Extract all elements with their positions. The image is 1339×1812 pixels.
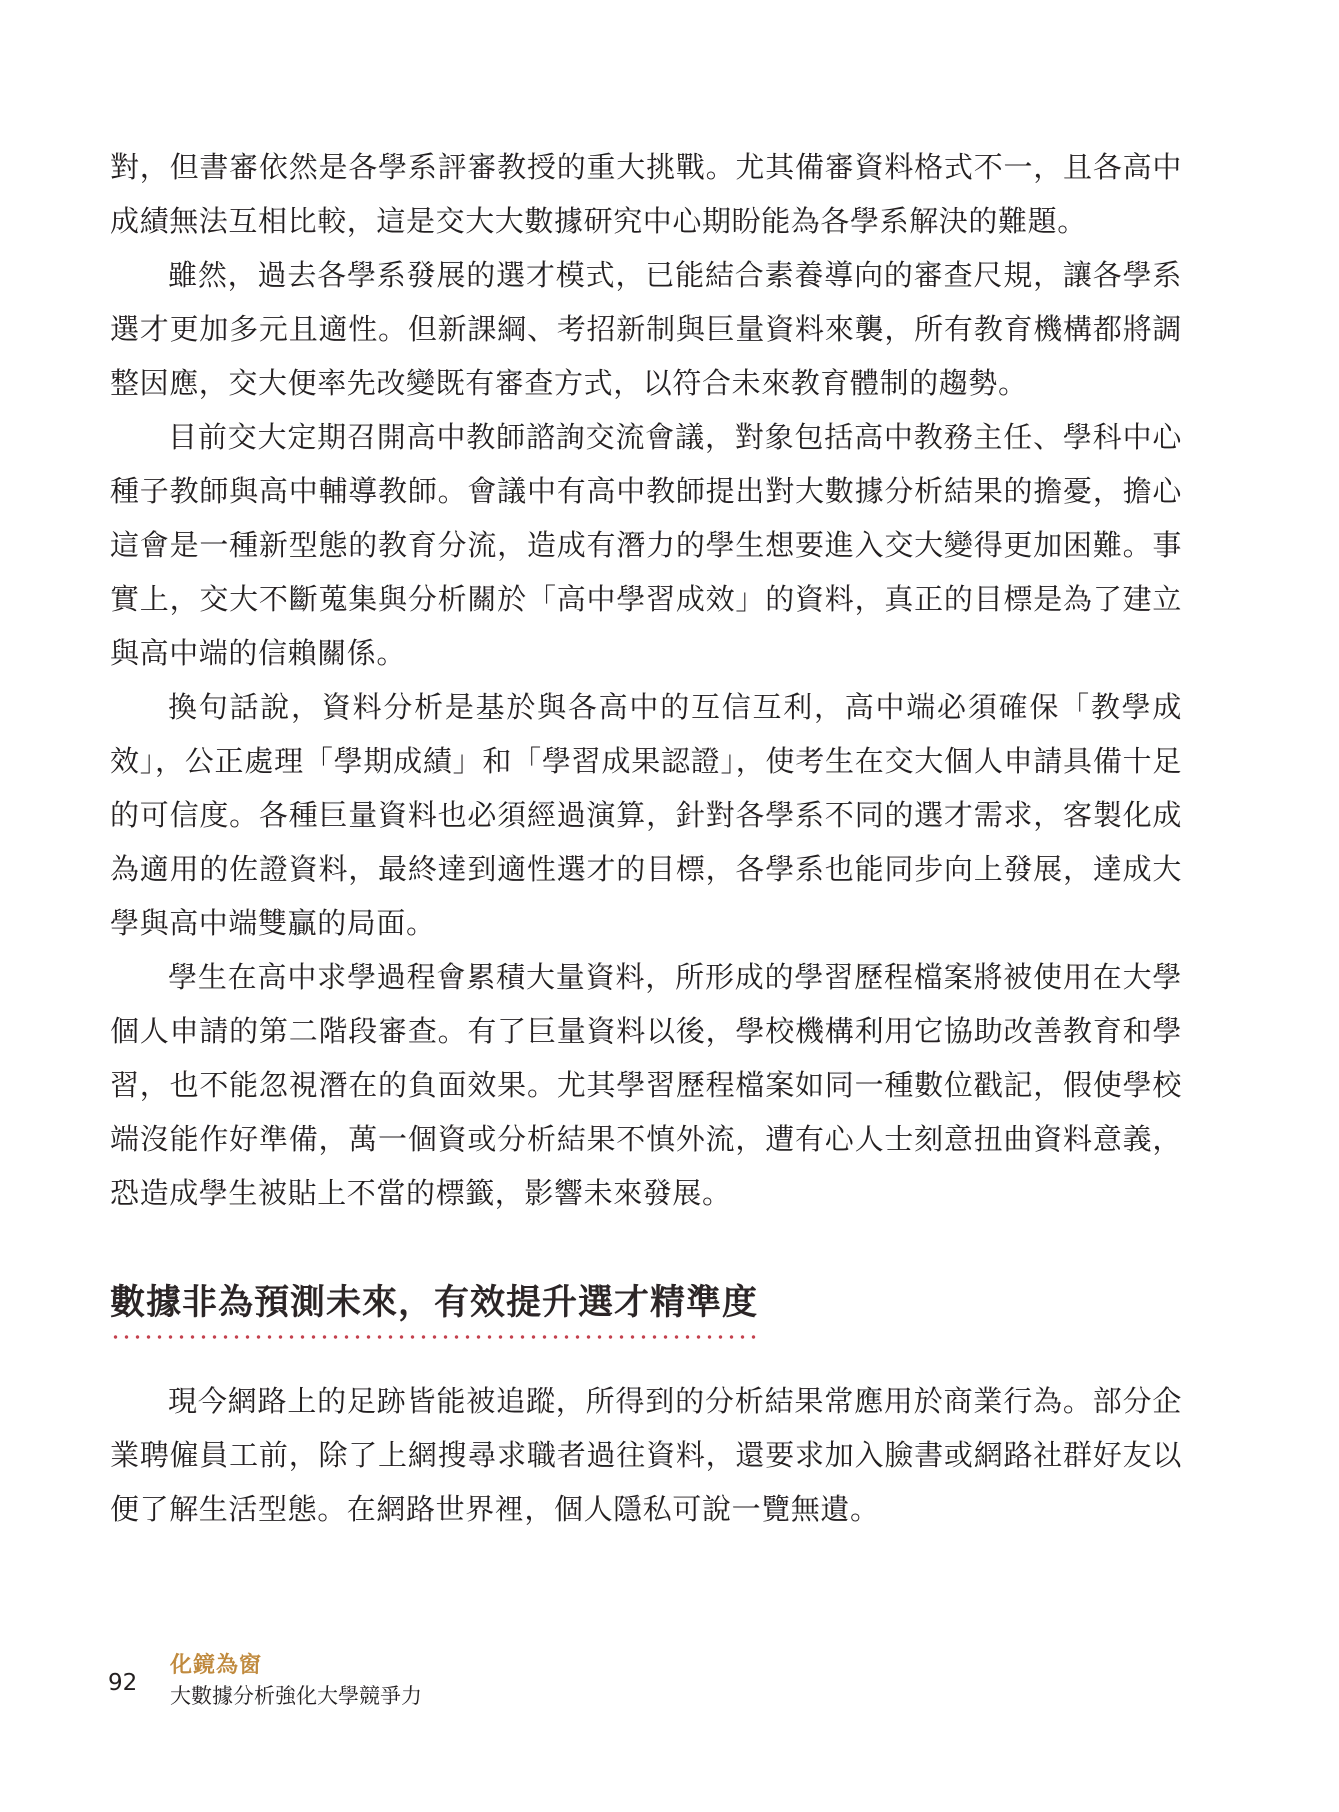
paragraph: 換句話說，資料分析是基於與各高中的互信互利，高中端必須確保「教學成效」，公正處理「學期成績」和「學習成果認證」，使考生在交大個人申請具備十足的可信度。各種巨量資料也必須經過演算，針對各學系不同的選才需求，客製化成為適用的佐證資料，最終達到適性選才的目標，各學系也能同步向上發展，達成大學與高中端雙贏的局面。 bbox=[110, 690, 1182, 940]
page-number: 92 bbox=[108, 1670, 138, 1696]
paragraph-continued: 對，但書審依然是各學系評審教授的重大挑戰。尤其備審資料格式不一，且各高中成績無法互相比較，這是交大大數據研究中心期盼能為各學系解決的難題。 bbox=[110, 150, 1182, 238]
paragraph: 目前交大定期召開高中教師諮詢交流會議，對象包括高中教務主任、學科中心種子教師與高中輔導教師。會議中有高中教師提出對大數據分析結果的擔憂，擔心這會是一種新型態的教育分流，造成有潛力的學生想要進入交大變得更加困難。事實上，交大不斷蒐集與分析關於「高中學習成效」的資料，真正的目標是為了建立與高中端的信賴關係。 bbox=[110, 420, 1182, 670]
page-body bbox=[110, 140, 1182, 1536]
book-title: 化鏡為窗 bbox=[170, 1653, 263, 1678]
paragraph: 雖然，過去各學系發展的選才模式，已能結合素養導向的審查尺規，讓各學系選才更加多元且適性。但新課綱、考招新制與巨量資料來襲，所有教育機構都將調整因應，交大便率先改變既有審查方式，以符合未來教育體制的趨勢。 bbox=[110, 258, 1182, 400]
page-footer bbox=[108, 1648, 708, 1728]
paragraph: 學生在高中求學過程會累積大量資料，所形成的學習歷程檔案將被使用在大學個人申請的第二階段審查。有了巨量資料以後，學校機構利用它協助改善教育和學習，也不能忽視潛在的負面效果。尤其學習歷程檔案如同一種數位戳記，假使學校端沒能作好準備，萬一個資或分析結果不慎外流，遭有心人士刻意扭曲資料意義，恐造成學生被貼上不當的標籤，影響未來發展。 bbox=[110, 960, 1182, 1210]
section-heading bbox=[110, 1278, 758, 1340]
book-subtitle: 大數據分析強化大學競爭力 bbox=[170, 1684, 422, 1708]
heading-dotted-underline bbox=[110, 1334, 758, 1340]
paragraph: 現今網路上的足跡皆能被追蹤，所得到的分析結果常應用於商業行為。部分企業聘僱員工前，除了上網搜尋求職者過往資料，還要求加入臉書或網路社群好友以便了解生活型態。在網路世界裡，個人隱私可說一覽無遺。 bbox=[110, 1384, 1182, 1526]
section-heading-text: 數據非為預測未來，有效提升選才精準度 bbox=[110, 1283, 759, 1323]
